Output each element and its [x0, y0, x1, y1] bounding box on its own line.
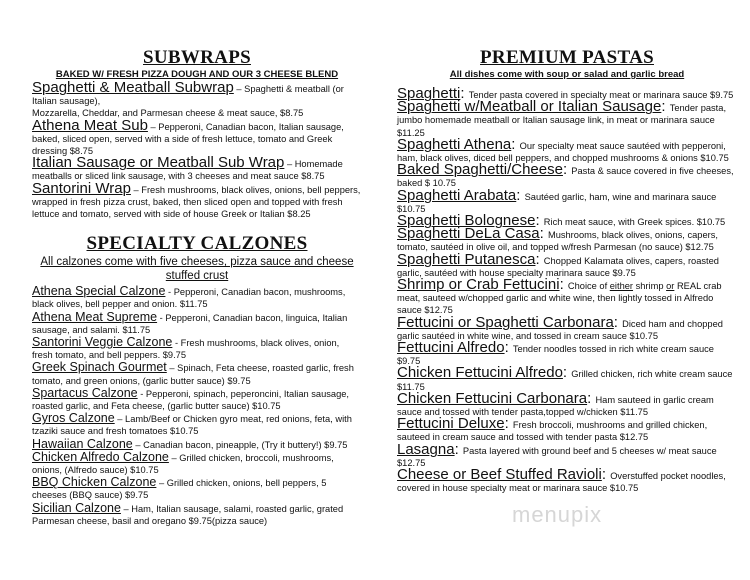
item-desc: Lamb/Beef or Chicken gyro meat, red onions, feta, with tzaziki sauce and fresh tomatoes $10.75 — [32, 414, 352, 437]
menu-item: Shrimp or Crab Fettucini: Choice of either shrimp or REAL crab meat, sauteed w/chopped garlic and white wine, then lightly tossed in Alfredo sauce $12.75 — [397, 276, 722, 316]
item-desc: Pasta & sauce covered in five cheeses, baked $ 10.75 — [397, 166, 734, 189]
menu-item: Chicken Fettucini Carbonara: Ham sauteed in garlic cream sauce and tossed with tender pasta,topped w/chicken $11.75 — [397, 389, 714, 418]
item-name: BBQ Chicken Calzone — [32, 475, 157, 490]
item-desc: Spinach, Feta cheese, roasted garlic, fresh tomato, and green onions, (garlic butter sauce) $9.75 — [32, 363, 354, 386]
menu-item: Baked Spaghetti/Cheese: Pasta & sauce covered in five cheeses, baked $ 10.75 — [397, 161, 734, 189]
menu-item: Spaghetti: Tender pasta covered in specialty meat or marinara sauce $9.75 — [397, 85, 734, 102]
menu-item: Gyros Calzone – Lamb/Beef or Chicken gyro meat, red onions, feta, with tzaziki sauce and fresh tomatoes $10.75 — [32, 411, 352, 437]
menu-item: Chicken Alfredo Calzone – Grilled chicken, broccoli, mushrooms, onions, (Alfredo sauce) $10.75 — [32, 449, 334, 476]
item-desc: Overstuffed pocket noodles, covered in house specialty meat or marinara sauce $10.75 — [397, 471, 726, 494]
item-name: Chicken Fettucini Alfredo — [397, 364, 563, 382]
menu-item: Greek Spinach Gourmet – Spinach, Feta cheese, roasted garlic, fresh tomato, and green onions, (garlic butter sauce) $9.75 — [32, 360, 354, 386]
item-desc: Pepperoni, spinach, peperoncini, Italian sausage, roasted garlic, and Feta cheese, (garlic butter sauce) $10.75 — [32, 388, 350, 412]
item-name: Italian Sausage or Meatball Sub Wrap — [32, 154, 285, 172]
item-name: Fettucini Deluxe — [397, 415, 505, 433]
menu-item: Spaghetti w/Meatball or Italian Sausage: Tender pasta, jumbo homemade meatball or Italian sausage link, in meat or marinara sauce $11.25 — [397, 98, 727, 138]
item-name: Sicilian Calzone — [32, 500, 121, 515]
item-desc: Pepperoni, Canadian bacon, Italian sausage, baked, sliced open, served with a side of fresh lettuce, tomato and Greek dressing $8.75 — [32, 121, 344, 157]
item-name: Athena Meat Sub — [32, 116, 148, 134]
item-desc: Diced ham and chopped garlic sautéed in white wine, and tossed in cream sauce $10.75 — [397, 318, 723, 341]
subwraps-subtitle: BAKED W/ FRESH PIZZA DOUGH AND OUR 3 CHEESE BLEND — [55, 69, 339, 80]
item-name: Spaghetti Arabata — [397, 186, 517, 204]
item-desc: Spaghetti & meatball (or Italian sausage), — [32, 84, 344, 107]
item-desc: Tender pasta, jumbo homemade meatball or Italian sausage link, in meat or marinara sauce $11.25 — [397, 103, 727, 138]
menu-item: Spartacus Calzone - Pepperoni, spinach, peperoncini, Italian sausage, roasted garlic, and Feta cheese, (garlic butter sauce) $10.75 — [32, 385, 350, 412]
item-name: Spaghetti DeLa Casa — [397, 225, 540, 243]
watermark: menupix — [512, 502, 603, 527]
item-name: Baked Spaghetti/Cheese — [397, 161, 563, 179]
item-desc: Mozzarella, Cheddar, and Parmesan cheese & meat sauce, $8.75 — [32, 108, 304, 119]
pastas-title: PREMIUM PASTAS — [480, 47, 654, 68]
calzones-subtitle: All calzones come with five cheeses, pizza sauce and cheese stuffed crust — [40, 256, 354, 283]
menu-item: Spaghetti Bolognese: Rich meat sauce, with Greek spices. $10.75 — [397, 212, 726, 230]
item-desc: Our specialty meat sauce sautéed with pepperoni, ham, black olives, diced bell peppers, and chopped mushrooms & onions $10.75 — [397, 140, 729, 164]
menu-item: Chicken Fettucini Alfredo: Grilled chicken, rich white cream sauce $11.75 — [397, 364, 733, 392]
item-desc: Grilled chicken, rich white cream sauce $11.75 — [397, 369, 733, 392]
item-name: Spaghetti Putanesca — [397, 250, 536, 268]
left-column — [32, 48, 362, 527]
menu-item: Spaghetti DeLa Casa: Mushrooms, black olives, onions, capers, tomato, sautéed in olive oil, and topped w/fresh Parmesan (no sauce) $12.75 — [397, 225, 718, 253]
menu-item: Hawaiian Calzone – Canadian bacon, pineapple, (Try it buttery!) $9.75 — [32, 436, 348, 451]
item-name: Hawaiian Calzone — [32, 436, 133, 451]
item-name: Chicken Fettucini Carbonara — [397, 389, 588, 407]
item-name: Lasagna — [397, 440, 455, 458]
item-desc: Homemade meatballs or sliced link sausage, with 3 cheeses and meat sauce $8.75 — [32, 159, 343, 182]
item-desc: Chopped Kalamata olives, capers, roasted garlic, sautéed with house specialty marinara sauce $9.75 — [397, 255, 719, 278]
menu-item: Lasagna: Pasta layered with ground beef and 5 cheeses w/ meat sauce $12.75 — [397, 440, 717, 468]
menu-item: Fettucini Deluxe: Fresh broccoli, mushrooms and grilled chicken, sauteed in cream sauce and tossed with tender pasta $12.75 — [397, 415, 708, 443]
item-name: Spaghetti w/Meatball or Italian Sausage — [397, 98, 662, 116]
item-desc: Sautéed garlic, ham, wine and marinara sauce $10.75 — [397, 191, 717, 214]
item-name: Spaghetti Bolognese — [397, 212, 536, 230]
item-name: Fettucini Alfredo — [397, 339, 505, 357]
menu-item: Fettucini Alfredo: Tender noodles tossed in rich white cream sauce $9.75 — [397, 339, 714, 367]
item-name: Shrimp or Crab Fettucini — [397, 276, 560, 294]
menu-item: Spaghetti Putanesca: Chopped Kalamata olives, capers, roasted garlic, sautéed with house specialty marinara sauce $9.75 — [397, 250, 719, 278]
menu-item: Spaghetti & Meatball Subwrap – Spaghetti & meatball (or Italian sausage), Mozzarella, Cheddar, and Parmesan cheese & meat sauce, $8.75 — [32, 79, 344, 119]
item-desc: Grilled chicken, broccoli, mushrooms, onions, (Alfredo sauce) $10.75 — [32, 452, 334, 476]
item-name: Athena Meat Supreme — [32, 309, 158, 324]
menu-item: Spaghetti Arabata: Sautéed garlic, ham, wine and marinara sauce $10.75 — [397, 186, 717, 214]
menu-item: Italian Sausage or Meatball Sub Wrap – Homemade meatballs or sliced link sausage, with 3 cheeses and meat sauce $8.75 — [32, 154, 343, 182]
menu-item: Spaghetti Athena: Our specialty meat sauce sautéed with pepperoni, ham, black olives, diced bell peppers, and chopped mushrooms & onions $10.75 — [397, 135, 729, 164]
menu-item: Santorini Wrap – Fresh mushrooms, black olives, onions, bell peppers, wrapped in fresh pizza crust, baked, then sliced open and topped with fresh lettuce and tomato, served with side of house Greek or Italian $8.25 — [32, 179, 361, 220]
item-name: Spaghetti — [397, 85, 461, 102]
menu-item: Santorini Veggie Calzone - Fresh mushrooms, black olives, onion, fresh tomato, and bell peppers. $9.75 — [32, 335, 340, 361]
menu-item: Athena Meat Sub – Pepperoni, Canadian bacon, Italian sausage, baked, sliced open, served with a side of fresh lettuce, tomato and Greek dressing $8.75 — [32, 116, 344, 157]
item-name: Santorini Wrap — [32, 179, 131, 197]
item-name: Gyros Calzone — [32, 411, 115, 426]
item-desc: Fresh mushrooms, black olives, onions, bell peppers, wrapped in fresh pizza crust, baked, then sliced open and topped with fresh lettuce and tomato, served with side of house Greek or Italian $8.25 — [32, 184, 361, 220]
item-name: Santorini Veggie Calzone — [32, 335, 173, 350]
item-name: Cheese or Beef Stuffed Ravioli — [397, 466, 602, 484]
menu-item: Athena Special Calzone - Pepperoni, Canadian bacon, mushrooms, black olives, bell pepper and onion. $11.75 — [32, 284, 346, 310]
item-desc: Rich meat sauce, with Greek spices. $10.75 — [543, 217, 726, 228]
right-column — [397, 48, 737, 495]
item-name: Spaghetti & Meatball Subwrap — [32, 79, 234, 96]
menu-item: Fettucini or Spaghetti Carbonara: Diced ham and chopped garlic sautéed in white wine, and tossed in cream sauce $10.75 — [397, 313, 723, 341]
menu-item: Cheese or Beef Stuffed Ravioli: Overstuffed pocket noodles, covered in house specialty meat or marinara sauce $10.75 — [397, 466, 726, 494]
subwraps-title: SUBWRAPS — [143, 47, 251, 68]
item-name: Greek Spinach Gourmet — [32, 360, 167, 375]
item-name: Spaghetti Athena — [397, 135, 512, 153]
item-name: Fettucini or Spaghetti Carbonara — [397, 313, 614, 331]
item-desc: Ham sauteed in garlic cream sauce and tossed with tender pasta,topped w/chicken $11.75 — [397, 394, 714, 418]
item-name: Chicken Alfredo Calzone — [32, 449, 169, 464]
item-desc: Canadian bacon, pineapple, (Try it buttery!) $9.75 — [143, 439, 348, 450]
item-name: Athena Special Calzone — [32, 284, 166, 299]
item-name: Spartacus Calzone — [32, 385, 138, 400]
calzones-title: SPECIALTY CALZONES — [86, 233, 308, 255]
item-desc: Mushrooms, black olives, onions, capers, tomato, sautéed in olive oil, and topped w/fresh Parmesan (no sauce) $12.75 — [397, 230, 718, 253]
item-desc: Fresh mushrooms, black olives, onion, fresh tomato, and bell peppers. $9.75 — [32, 338, 340, 361]
menu-item: Athena Meat Supreme - Pepperoni, Canadian bacon, linguica, Italian sausage, and salami. $11.75 — [32, 309, 348, 335]
menu-item: Sicilian Calzone – Ham, Italian sausage, salami, roasted garlic, grated Parmesan cheese, basil and oregano $9.75(pizza sauce) — [32, 500, 344, 526]
item-desc: Fresh broccoli, mushrooms and grilled chicken, sauteed in cream sauce and tossed with tender pasta $12.75 — [397, 420, 708, 443]
item-desc: Pasta layered with ground beef and 5 cheeses w/ meat sauce $12.75 — [397, 445, 717, 468]
item-desc: Grilled chicken, onions, bell peppers, 5 cheeses (BBQ sauce) $9.75 — [32, 478, 327, 501]
item-desc: Tender pasta covered in specialty meat or marinara sauce $9.75 — [468, 90, 734, 100]
item-desc: Tender noodles tossed in rich white cream sauce $9.75 — [397, 344, 714, 367]
item-desc: Pepperoni, Canadian bacon, linguica, Italian sausage, and salami. $11.75 — [32, 312, 348, 335]
pastas-subtitle: All dishes come with soup or salad and garlic bread — [449, 69, 685, 80]
item-desc: Pepperoni, Canadian bacon, mushrooms, black olives, bell pepper and onion. $11.75 — [32, 287, 346, 310]
item-desc: Ham, Italian sausage, salami, roasted garlic, grated Parmesan cheese, basil and oregano $9.75(pizza sauce) — [32, 503, 344, 526]
menu-item: BBQ Chicken Calzone – Grilled chicken, onions, bell peppers, 5 cheeses (BBQ sauce) $9.75 — [32, 475, 327, 501]
